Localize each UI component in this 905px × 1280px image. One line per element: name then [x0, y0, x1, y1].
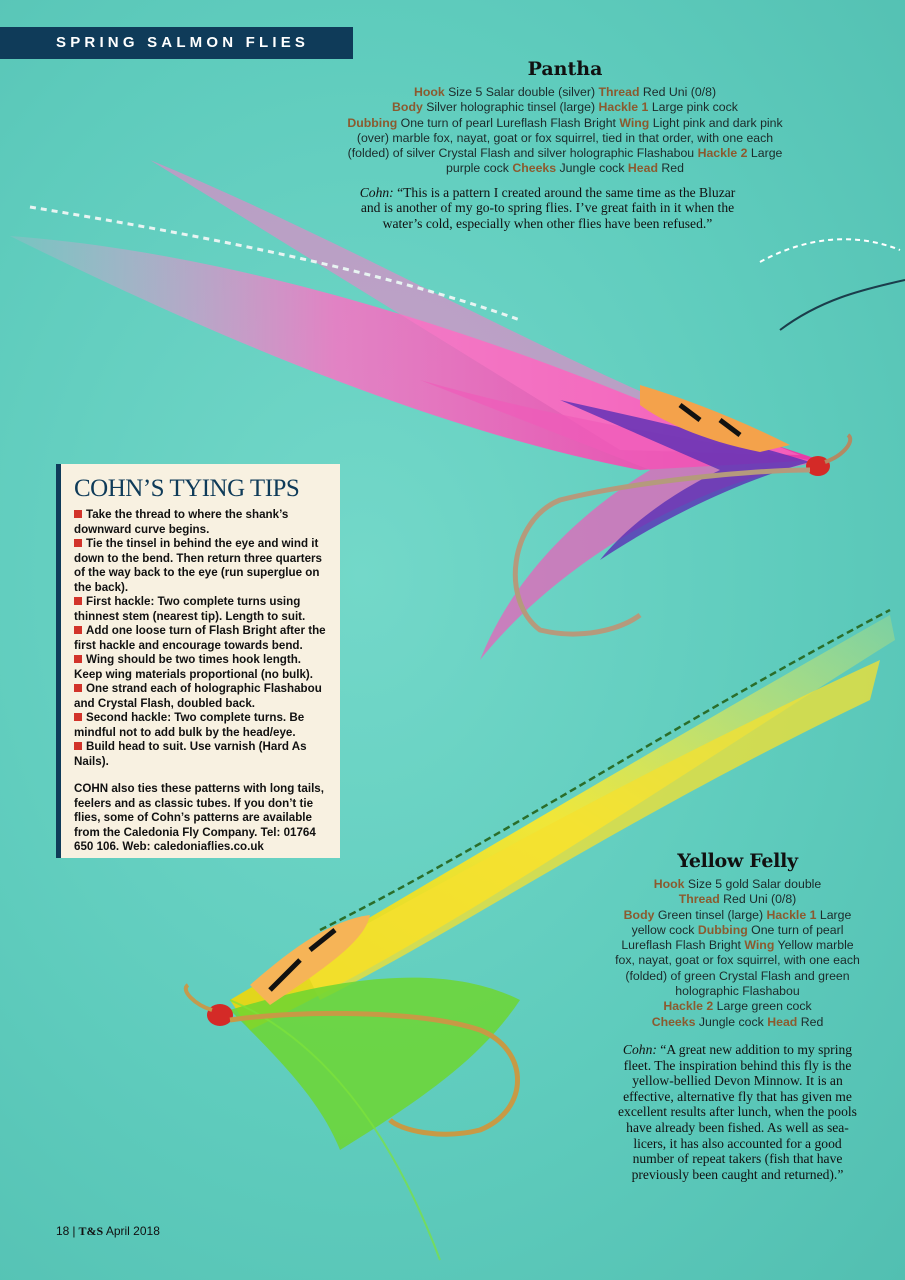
spec-value: Jungle cock [559, 161, 625, 176]
spec-label: Hackle 1 [766, 907, 817, 922]
spec-value: Yellow marble fox, nayat, goat or fox squirrel, with one each (folded) of green Crystal Flash and green holographic Flashabou [615, 938, 860, 999]
tips-title: COHN’S TYING TIPS [74, 475, 300, 502]
spec-label: Hackle 2 [697, 146, 748, 161]
spec-value: Red [661, 161, 684, 176]
spec-value: One turn of pearl Lureflash Flash Bright [621, 922, 844, 953]
quote-attribution: Cohn: [622, 1041, 657, 1057]
section-header: SPRING SALMON FLIES [0, 27, 353, 59]
spec-label: Thread [678, 892, 720, 907]
tying-tips-box [56, 464, 340, 858]
bullet-square-icon [74, 713, 82, 721]
spec-label: Hackle 2 [663, 999, 714, 1014]
spec-value: Jungle cock [698, 1014, 764, 1029]
spec-value: Large pink cock [651, 100, 738, 115]
bullet-square-icon [74, 684, 82, 692]
pantha-recipe [345, 58, 785, 232]
spec-value: Size 5 gold Salar double [687, 877, 822, 891]
spec-value: Silver holographic tinsel (large) [426, 100, 596, 115]
spec-label: Wing [744, 938, 775, 953]
spec-value: Light pink and dark pink (over) marble fox, nayat, goat or fox squirrel, tied in that order, with one each (folded) of silver Crystal Flash and silver holographic Flashabou [347, 115, 783, 161]
tip-item: Wing should be two times hook length. Keep wing materials proportional (no bulk). [74, 653, 313, 681]
spec-label: Body [392, 100, 423, 115]
tip-item: Take the thread to where the shank’s downward curve begins. [74, 508, 289, 536]
spec-value: Green tinsel (large) [657, 907, 764, 922]
page-number: 18 [56, 1224, 70, 1238]
spec-label: Body [623, 907, 655, 922]
yellow-felly-title: Yellow Felly [677, 850, 798, 872]
spec-label: Hook [413, 85, 445, 99]
pantha-title: Pantha [527, 58, 603, 80]
spec-label: Dubbing [697, 922, 748, 937]
bullet-square-icon [74, 655, 82, 663]
bullet-square-icon [74, 539, 82, 547]
spec-value: Large yellow cock [631, 907, 852, 937]
spec-value: One turn of pearl Lureflash Flash Bright [400, 115, 616, 130]
bullet-square-icon [74, 510, 82, 518]
tip-item: Tie the tinsel in behind the eye and wind it down to the bend. Then return three quarters of the way back to the eye (run superglue on the back). [74, 537, 322, 594]
tip-item: One strand each of holographic Flashabou and Crystal Flash, doubled back. [74, 682, 322, 710]
pantha-quote [345, 185, 785, 232]
bullet-square-icon [74, 626, 82, 634]
pantha-specs [345, 85, 785, 177]
magazine-logo: T&S [78, 1224, 104, 1238]
spec-value: Size 5 Salar double (silver) [448, 85, 596, 99]
tips-note: COHN also ties these patterns with long tails, feelers and as classic tubes. If you don’t tie flies, some of Cohn’s patterns are available from the Caledonia Fly Company. Tel: 01764 650 106. Web: caledoniaflies.co.uk [74, 782, 324, 853]
spec-value: Red Uni (0/8) [723, 892, 797, 907]
yellow-felly-specs [610, 877, 865, 1030]
bullet-square-icon [74, 597, 82, 605]
spec-label: Head [767, 1014, 798, 1029]
tip-item: Second hackle: Two complete turns. Be mindful not to add bulk by the head/eye. [74, 711, 305, 739]
spec-label: Wing [619, 115, 650, 130]
tip-item: Add one loose turn of Flash Bright after the first hackle and encourage towards bend. [74, 624, 326, 652]
tip-item: Build head to suit. Use varnish (Hard As Nails). [74, 740, 307, 768]
bullet-square-icon [74, 742, 82, 750]
spec-value: Red Uni (0/8) [642, 85, 717, 99]
spec-label: Cheeks [651, 1014, 696, 1029]
spec-label: Hook [653, 877, 685, 891]
spec-label: Cheeks [512, 161, 557, 176]
spec-label: Dubbing [347, 115, 398, 130]
page-folio: 18 | T&S April 2018 [56, 1224, 160, 1238]
spec-label: Hackle 1 [598, 100, 649, 115]
yellow-felly-quote [610, 1042, 865, 1182]
tip-item: First hackle: Two complete turns using thinnest stem (nearest tip). Length to suit. [74, 595, 306, 623]
quote-attribution: Cohn: [359, 184, 394, 200]
spec-value: Large green cock [716, 999, 812, 1014]
issue-date: April 2018 [105, 1224, 160, 1238]
spec-label: Thread [598, 85, 640, 99]
quote-text: “A great new addition to my spring fleet. The inspiration behind this fly is the yellow-bellied Devon Minnow. It is an effective, alternative fly that has given me excellent results after lunch, when the pools have already been fished. As well as sea-licers, it has also accounted for a good number of repeat takers (fish that have previously been caught and returned).” [618, 1041, 857, 1182]
spec-value: Red [800, 1014, 824, 1029]
yellow-felly-recipe [610, 850, 865, 1182]
spec-value: Large purple cock [446, 146, 783, 176]
quote-text: “This is a pattern I created around the same time as the Bluzar and is another of my go-to spring flies. I’ve great faith in it when the water’s cold, especially when other flies have been refused.” [360, 184, 736, 231]
spec-label: Head [627, 161, 658, 176]
